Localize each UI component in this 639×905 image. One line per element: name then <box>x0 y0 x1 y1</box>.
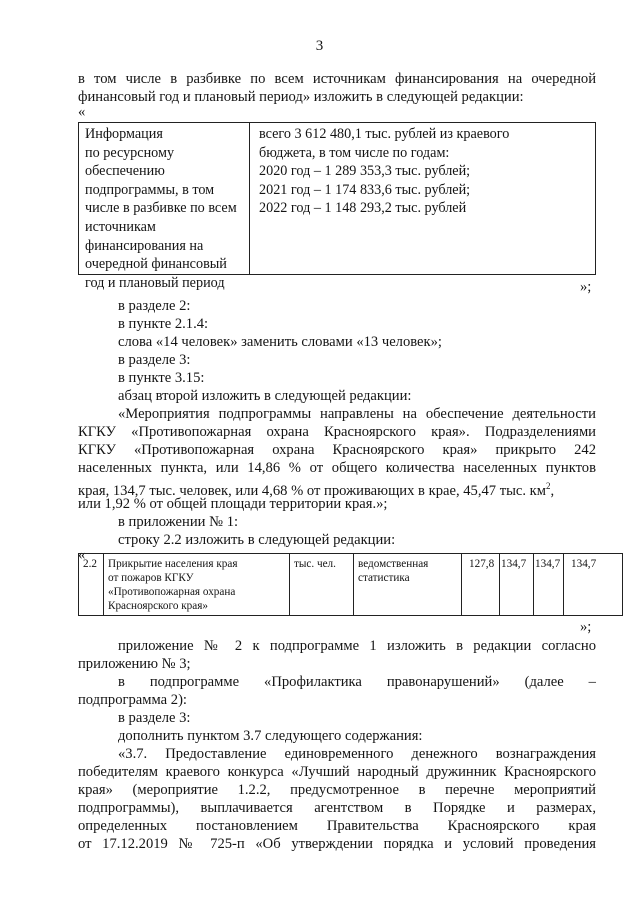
appendix2-line: приложению № 3; <box>78 656 191 672</box>
table-divider <box>499 554 500 615</box>
intro-line-2: финансовый год и плановый период» изложить в следующей редакции: <box>78 89 524 105</box>
resource-table <box>78 122 596 291</box>
paragraph-315-line: «Мероприятия подпрограммы направлены на обеспечение деятельности <box>118 406 596 422</box>
resource-label-line: финансирования на <box>85 237 204 254</box>
word: подпрограмме <box>149 674 240 690</box>
intro-line-1: в том числе в разбивке по всем источникам финансирования на очередной <box>78 71 596 87</box>
indicator-table <box>78 553 623 616</box>
data-source-line: статистика <box>358 572 410 584</box>
km-superscript: 2 <box>546 481 551 491</box>
resource-label-line: по ресурсному <box>85 144 175 161</box>
resource-label-line: год и плановый период <box>85 274 225 291</box>
resource-value-line: 2020 год – 1 289 353,3 тыс. рублей; <box>259 163 471 180</box>
open-quote: « <box>78 104 86 120</box>
paragraph-37-line: определенных постановлением Правительства Красноярского края <box>78 818 596 834</box>
instruction-line: в разделе 2: <box>118 298 191 314</box>
indicator-name-line: от пожаров КГКУ <box>108 572 194 584</box>
word: «Профилактика <box>264 674 362 690</box>
table-divider <box>103 554 104 615</box>
appendix-instruction: строку 2.2 изложить в следующей редакции: <box>118 532 396 548</box>
resource-table-label <box>85 125 247 292</box>
word: в <box>118 674 125 690</box>
table-divider <box>533 554 534 615</box>
paragraph-315-text: края, 134,7 тыс. человек, или 4,68 % от проживающих в крае, 45,47 тыс. км <box>78 482 547 499</box>
paragraph-37-line: «3.7. Предоставление единовременного денежного вознаграждения <box>118 746 596 762</box>
page-number: 3 <box>315 38 324 54</box>
data-source-line: ведомственная <box>358 558 429 570</box>
paragraph-37-line: подпрограммы), выплачивается агентством в Порядке и размерах, <box>78 800 596 816</box>
instruction-line: абзац второй изложить в следующей редакции: <box>118 388 412 404</box>
word: правонарушений» <box>386 674 500 690</box>
paragraph-315-line: КГКУ «Противопожарная охрана Красноярского края» прикрыто 242 <box>78 442 596 458</box>
section3-instruction: в разделе 3: <box>118 710 191 726</box>
paragraph-37-line: от 17.12.2019 № 725-п «Об утверждении порядка и условий проведения <box>78 836 596 852</box>
instruction-line: слова «14 человек» заменить словами «13 человек»; <box>118 334 442 350</box>
paragraph-315-comma: , <box>550 482 555 499</box>
row-number: 2.2 <box>83 558 97 570</box>
table-divider <box>563 554 564 615</box>
unit: тыс. чел. <box>294 558 336 570</box>
resource-value-line: бюджета, в том числе по годам: <box>259 144 450 161</box>
indicator-name-line: «Противопожарная охрана <box>108 586 236 598</box>
table-divider <box>461 554 462 615</box>
close-quote-1: »; <box>580 279 592 295</box>
resource-label-line: обеспечению <box>85 163 165 180</box>
paragraph-37-line: победителям краевого конкурса «Лучший народный дружинник Красноярского <box>78 764 596 780</box>
resource-label-line: подпрограммы, в том <box>85 181 215 198</box>
resource-label-line: числе в разбивке по всем <box>85 200 237 217</box>
resource-value-line: 2022 год – 1 148 293,2 тыс. рублей <box>259 200 467 217</box>
instruction-line: в разделе 3: <box>118 352 191 368</box>
paragraph-37-line: края» (мероприятие 1.2.2, предусмотренное в перечне мероприятий <box>78 782 596 798</box>
close-quote-2: »; <box>580 619 592 635</box>
value-2022: 134,7 <box>571 558 597 570</box>
resource-value-line: всего 3 612 480,1 тыс. рублей из краевого <box>259 126 510 142</box>
open-quote-2: « <box>78 547 86 563</box>
subprogram2-line: подпрограмма 2): <box>78 692 187 708</box>
paragraph-315-line: населенных пункта, или 14,86 % от общего количества населенных пунктов <box>78 460 596 476</box>
subprogram2-line <box>118 673 596 691</box>
paragraph-315-line: или 1,92 % от общей площади территории края.»; <box>78 496 388 512</box>
indicator-name-line: Красноярского края» <box>108 600 208 612</box>
instruction-line: в пункте 3.15: <box>118 370 205 386</box>
resource-table-value <box>259 125 589 218</box>
data-source <box>358 557 428 585</box>
value-2020: 134,7 <box>501 558 527 570</box>
resource-label-line: Информация <box>85 126 163 142</box>
resource-label-line: очередной финансовый <box>85 256 227 273</box>
indicator-name-line: Прикрытие населения края <box>108 558 238 570</box>
add-point-instruction: дополнить пунктом 3.7 следующего содержания: <box>118 728 423 744</box>
resource-table-divider <box>249 123 250 274</box>
table-divider <box>289 554 290 615</box>
indicator-name <box>108 557 237 613</box>
value-2019: 127,8 <box>469 558 495 570</box>
value-2021: 134,7 <box>535 558 561 570</box>
instruction-line: в пункте 2.1.4: <box>118 316 209 332</box>
resource-value-line: 2021 год – 1 174 833,6 тыс. рублей; <box>259 181 471 198</box>
resource-label-line: источникам <box>85 218 156 235</box>
table-divider <box>353 554 354 615</box>
appendix2-line: приложение № 2 к подпрограмме 1 изложить в редакции согласно <box>118 638 596 654</box>
appendix-instruction: в приложении № 1: <box>118 514 239 530</box>
word: – <box>588 674 596 690</box>
word: (далее <box>524 674 564 690</box>
paragraph-315-line: КГКУ «Противопожарная охрана Красноярского края». Подразделениями <box>78 424 596 440</box>
